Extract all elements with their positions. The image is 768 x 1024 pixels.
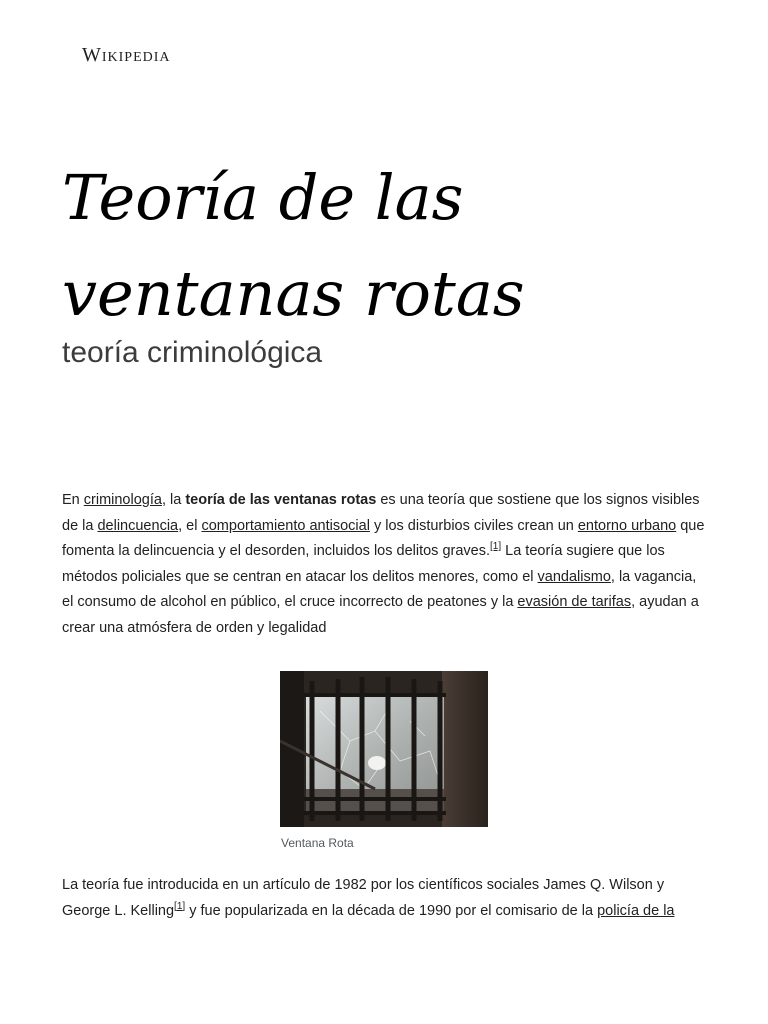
text: , la vagancia, el consumo de alcohol en público, el cruce incorrecto de peatones y la bbox=[62, 568, 697, 611]
figure-caption: Ventana Rota bbox=[281, 836, 354, 850]
text: y los disturbios civiles crean un bbox=[369, 517, 578, 534]
text: , ayudan a crear una atmósfera de orden y legalidad bbox=[62, 594, 699, 636]
intro-paragraph bbox=[62, 488, 710, 642]
text: que fomenta la delincuencia y el desorden, incluidos los delitos graves. bbox=[62, 517, 705, 560]
text: , el bbox=[178, 517, 202, 534]
wikipedia-logo[interactable]: Wikipedia bbox=[82, 44, 171, 66]
broken-window-photo-icon bbox=[280, 671, 488, 827]
text: La teoría fue introducida en un artículo de 1982 por los científicos sociales James Q. Wilson y George L. Kelling bbox=[62, 877, 665, 919]
reference-link[interactable]: [1] bbox=[490, 541, 502, 553]
link-entorno-urbano[interactable]: entorno urbano bbox=[577, 517, 677, 534]
text: y fue popularizada en la década de 1990 por el comisario de la bbox=[185, 902, 598, 919]
bold-term: teoría de las ventanas rotas bbox=[185, 492, 377, 508]
broken-window-image[interactable] bbox=[280, 671, 488, 827]
link-vandalismo[interactable]: vandalismo bbox=[537, 568, 611, 585]
link-delincuencia[interactable]: delincuencia bbox=[97, 517, 179, 534]
link-evasion-de-tarifas[interactable]: evasión de tarifas bbox=[517, 594, 632, 611]
text: En bbox=[62, 492, 84, 508]
link-policia[interactable]: policía de la bbox=[597, 902, 675, 919]
text: es una teoría que sostiene que los signos visibles de la bbox=[62, 492, 700, 534]
link-comportamiento-antisocial[interactable]: comportamiento antisocial bbox=[201, 517, 370, 534]
text: , la bbox=[161, 492, 186, 508]
page-subtitle: teoría criminológica bbox=[62, 336, 323, 369]
reference-sup bbox=[490, 541, 501, 552]
page-title: Teoría de las ventanas rotas bbox=[62, 161, 525, 330]
reference-link[interactable]: [1] bbox=[174, 900, 186, 912]
reference-sup bbox=[174, 901, 185, 912]
text: La teoría sugiere que los métodos policiales que se centran en atacar los delitos menores, como el bbox=[62, 543, 665, 585]
link-criminologia[interactable]: criminología bbox=[83, 492, 162, 508]
history-paragraph bbox=[62, 873, 710, 924]
